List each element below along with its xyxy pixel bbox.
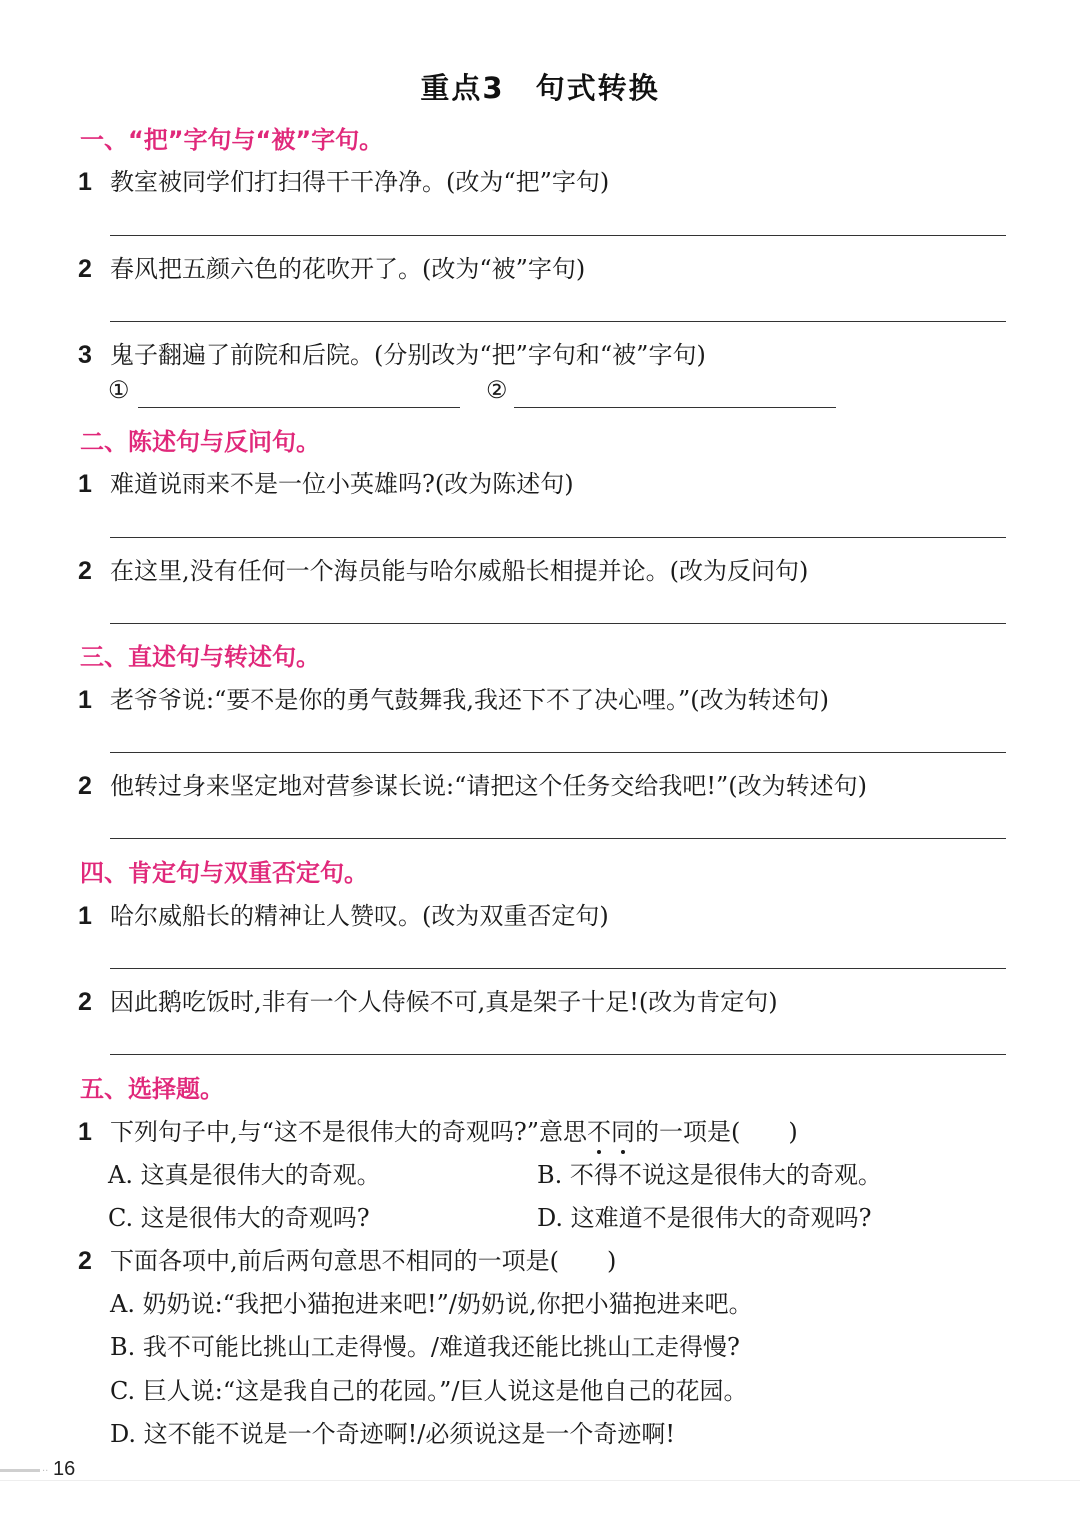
question-number: 2 [78, 1247, 92, 1275]
question-number: 2 [78, 255, 92, 283]
section-heading-multiple-choice: 五、选择题。 [80, 1075, 224, 1103]
mc-question-1 [78, 1112, 798, 1147]
mc-2-option-b[interactable]: B. 我不可能比挑山工走得慢。/难道我还能比挑山工走得慢? [110, 1333, 740, 1361]
question-text: 难道说雨来不是一位小英雄吗?(改为陈述句) [110, 470, 574, 498]
question-1-2 [78, 249, 585, 284]
question-text: 他转过身来坚定地对营参谋长说:“请把这个任务交给我吧!”(改为转述句) [110, 772, 867, 800]
answer-line[interactable] [110, 321, 1006, 322]
question-number: 1 [78, 902, 92, 930]
question-number: 2 [78, 988, 92, 1016]
question-number: 1 [78, 470, 92, 498]
question-2-2 [78, 551, 808, 586]
question-2-1 [78, 464, 574, 499]
answer-line-bei[interactable] [514, 407, 836, 408]
question-number: 1 [78, 1118, 92, 1146]
mc-1-option-d[interactable]: D. 这难道不是很伟大的奇观吗? [537, 1204, 872, 1232]
question-text: 因此鹅吃饭时,非有一个人侍候不可,真是架子十足!(改为肯定句) [110, 988, 778, 1016]
mc-1-option-c[interactable]: C. 这是很伟大的奇观吗? [108, 1204, 370, 1232]
question-number: 2 [78, 557, 92, 585]
mc-2-option-c[interactable]: C. 巨人说:“这是我自己的花园。”/巨人说这是他自己的花园。 [110, 1377, 748, 1405]
question-1-3 [78, 335, 706, 370]
section-heading-ba-bei: 一、“把”字句与“被”字句。 [80, 126, 384, 154]
question-number: 1 [78, 168, 92, 196]
mc-2-option-a[interactable]: A. 奶奶说:“我把小猫抱进来吧!”/奶奶说,你把小猫抱进来吧。 [110, 1290, 753, 1318]
answer-line[interactable] [110, 1054, 1006, 1055]
mc-question-2 [78, 1241, 616, 1276]
question-stem-end: 的一项是( ) [635, 1118, 798, 1146]
page-number: 16 [53, 1458, 76, 1480]
question-text: 鬼子翻遍了前院和后院。(分别改为“把”字句和“被”字句) [110, 341, 706, 369]
blank-mark-1: ① [108, 376, 130, 404]
answer-line[interactable] [110, 968, 1006, 969]
page-title: 重点3 句式转换 [420, 71, 660, 105]
question-number: 2 [78, 772, 92, 800]
answer-line[interactable] [110, 752, 1006, 753]
answer-line[interactable] [110, 235, 1006, 236]
emphasis-dot-char: 同 [611, 1112, 635, 1147]
section-heading-affirmative-double-negative: 四、肯定句与双重否定句。 [80, 859, 368, 887]
footer-rule [0, 1480, 1080, 1481]
section-heading-direct-indirect: 三、直述句与转述句。 [80, 643, 320, 671]
mc-1-option-a[interactable]: A. 这真是很伟大的奇观。 [108, 1161, 381, 1189]
question-3-1 [78, 680, 829, 715]
question-text: 教室被同学们打扫得干干净净。(改为“把”字句) [110, 168, 610, 196]
mc-2-option-d[interactable]: D. 这不能不说是一个奇迹啊!/必须说这是一个奇迹啊! [110, 1420, 676, 1448]
question-4-1 [78, 896, 609, 931]
question-4-2 [78, 982, 778, 1017]
question-3-2 [78, 766, 867, 801]
question-text: 老爷爷说:“要不是你的勇气鼓舞我,我还下不了决心哩。”(改为转述句) [110, 686, 829, 714]
question-text: 哈尔威船长的精神让人赞叹。(改为双重否定句) [110, 902, 609, 930]
blank-mark-2: ② [486, 376, 508, 404]
answer-line[interactable] [110, 537, 1006, 538]
question-number: 3 [78, 341, 92, 369]
question-text: 在这里,没有任何一个海员能与哈尔威船长相提并论。(改为反问句) [110, 557, 809, 585]
answer-line[interactable] [110, 623, 1006, 624]
footer-decoration [0, 1469, 40, 1472]
mc-1-option-b[interactable]: B. 不得不说这是很伟大的奇观。 [537, 1161, 882, 1189]
footer-dots: ·· [42, 1466, 49, 1477]
question-1-1 [78, 162, 609, 197]
question-number: 1 [78, 686, 92, 714]
answer-line[interactable] [110, 838, 1006, 839]
question-stem: 下面各项中,前后两句意思不相同的一项是( ) [110, 1247, 617, 1275]
question-text: 春风把五颜六色的花吹开了。(改为“被”字句) [110, 255, 586, 283]
answer-line-ba[interactable] [138, 407, 460, 408]
emphasis-dot-char: 不 [587, 1112, 611, 1147]
section-heading-statement-rhetorical: 二、陈述句与反问句。 [80, 428, 320, 456]
question-stem-start: 下列句子中,与“这不是很伟大的奇观吗?”意思 [110, 1118, 588, 1146]
